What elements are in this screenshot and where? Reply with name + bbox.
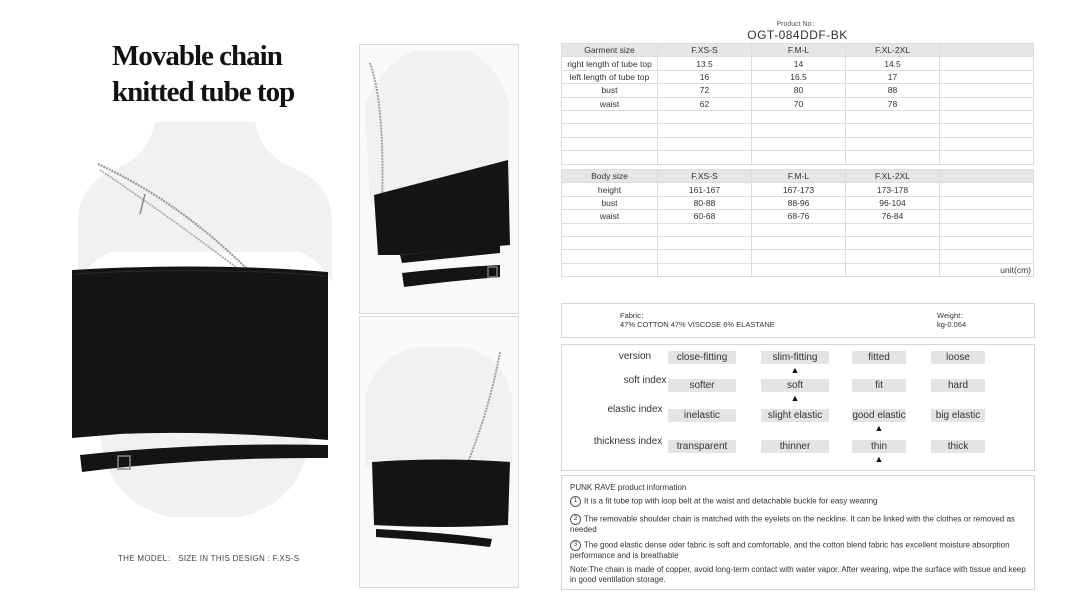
body-size-header-row <box>562 170 1034 183</box>
info-text: It is a fit tube top with loop belt at the waist and detachable buckle for easy wearing <box>584 496 878 506</box>
table-cell <box>940 183 1034 196</box>
table-cell: 78 <box>846 97 940 110</box>
table-cell: 88 <box>846 84 940 97</box>
row-label: waist <box>562 97 658 110</box>
product-number-label: Product No： <box>776 21 819 28</box>
care-note: Note:The chain is made of copper, avoid long-term contact with water vapor. After wearing, wipe the surface with tissue and keep in good ventilation storage. <box>570 565 1026 584</box>
thickness-index-label: thickness index <box>593 436 663 447</box>
elastic-index-label: elastic index <box>607 404 663 415</box>
table-cell: 13.5 <box>658 57 752 70</box>
empty-row <box>562 250 1034 263</box>
fabric-info <box>620 311 775 329</box>
version-option: close-fitting <box>668 351 736 364</box>
table-cell: 68-76 <box>752 210 846 223</box>
table-cell <box>940 84 1034 97</box>
product-title <box>112 38 332 110</box>
table-header-cell: F.XS-S <box>658 170 752 183</box>
info-number-icon: 2 <box>570 514 581 525</box>
empty-row <box>562 137 1034 150</box>
garment-size-header-row <box>562 44 1034 57</box>
back-view-photo-frame <box>359 316 519 588</box>
weight-info <box>937 311 968 329</box>
table-header-cell: F.M-L <box>752 170 846 183</box>
elastic-index-option: good elastic <box>852 410 906 421</box>
product-number: OGT-084DDF-BK <box>747 28 848 42</box>
table-header-cell: F.M-L <box>752 44 846 57</box>
table-row <box>562 84 1034 97</box>
info-text: The removable shoulder chain is matched with the eyelets on the neckline. It can be linked with the clothes or removed as needed <box>570 514 1015 534</box>
table-cell: 173-178 <box>846 183 940 196</box>
table-cell <box>940 210 1034 223</box>
weight-label: Weight： <box>937 311 968 320</box>
table-cell: 80 <box>752 84 846 97</box>
product-title-line1: Movable chain <box>112 40 282 72</box>
empty-row <box>562 151 1034 164</box>
table-header-cell <box>940 44 1034 57</box>
table-row <box>562 210 1034 223</box>
table-cell: 161-167 <box>658 183 752 196</box>
empty-row <box>562 124 1034 137</box>
info-item <box>570 514 1025 535</box>
table-cell: 96-104 <box>846 196 940 209</box>
row-label: right length of tube top <box>562 57 658 70</box>
row-label: height <box>562 183 658 196</box>
table-cell: 70 <box>752 97 846 110</box>
elastic-index-option: big elastic <box>931 409 985 422</box>
unit-label: unit(cm) <box>940 263 1034 276</box>
elastic-index-option: inelastic <box>668 409 736 422</box>
elastic-index-option: slight elastic <box>761 409 829 422</box>
row-label: left length of tube top <box>562 70 658 83</box>
table-cell <box>940 196 1034 209</box>
soft-index-option: softer <box>668 379 736 392</box>
table-cell: 72 <box>658 84 752 97</box>
selected-marker-icon: ▲ <box>790 393 800 403</box>
soft-index-option: hard <box>931 379 985 392</box>
table-header-cell: Body size <box>562 170 658 183</box>
main-product-photo <box>60 122 350 517</box>
fabric-label: Fabric： <box>620 311 649 320</box>
unit-row <box>562 263 1034 276</box>
soft-index-option: soft <box>761 379 829 392</box>
info-number-icon: 1 <box>570 496 581 507</box>
back-view-photo <box>360 317 518 587</box>
table-cell: 60-68 <box>658 210 752 223</box>
table-cell: 167-173 <box>752 183 846 196</box>
table-cell: 17 <box>846 70 940 83</box>
product-title-line2: knitted tube top <box>112 76 295 108</box>
version-option: slim-fitting <box>761 351 829 364</box>
soft-index-label: soft index <box>623 375 667 386</box>
empty-row <box>562 110 1034 123</box>
row-label: bust <box>562 196 658 209</box>
model-size-note: THE MODEL： SIZE IN THIS DESIGN : F.XS-S <box>118 554 300 563</box>
table-cell: 16.5 <box>752 70 846 83</box>
table-cell: 14.5 <box>846 57 940 70</box>
info-number-icon: 3 <box>570 540 581 551</box>
info-item <box>570 496 1025 507</box>
thickness-index-option: thick <box>931 440 985 453</box>
table-cell: 88-96 <box>752 196 846 209</box>
table-row <box>562 183 1034 196</box>
version-option: loose <box>931 351 985 364</box>
garment-size-table <box>561 43 1034 165</box>
version-label: version <box>618 351 652 362</box>
selected-marker-icon: ▲ <box>874 454 884 464</box>
table-cell <box>940 97 1034 110</box>
info-text: The good elastic dense oder fabric is soft and comfortable, and the cotton blend fabric has excellent moisture absorption performance and is breathable <box>570 540 1010 560</box>
weight-value: kg-0.064 <box>937 320 967 329</box>
thickness-index-option: transparent <box>668 440 736 453</box>
table-cell: 62 <box>658 97 752 110</box>
table-row <box>562 70 1034 83</box>
table-cell <box>940 57 1034 70</box>
table-cell: 16 <box>658 70 752 83</box>
soft-index-option: fit <box>852 379 906 392</box>
table-cell: 80-88 <box>658 196 752 209</box>
table-header-cell: F.XL-2XL <box>846 44 940 57</box>
table-row <box>562 196 1034 209</box>
table-header-cell: F.XS-S <box>658 44 752 57</box>
selected-marker-icon: ▲ <box>874 423 884 433</box>
version-option: fitted <box>852 351 906 364</box>
selected-marker-icon: ▲ <box>790 365 800 375</box>
thickness-index-option: thin <box>852 440 906 453</box>
body-size-table <box>561 169 1034 277</box>
info-item <box>570 540 1025 561</box>
table-cell: 14 <box>752 57 846 70</box>
table-cell <box>940 70 1034 83</box>
row-label: waist <box>562 210 658 223</box>
table-header-cell: F.XL-2XL <box>846 170 940 183</box>
empty-row <box>562 236 1034 249</box>
table-cell: 76-84 <box>846 210 940 223</box>
table-row <box>562 57 1034 70</box>
fabric-value: 47% COTTON 47% VISCOSE 6% ELASTANE <box>620 320 775 329</box>
empty-row <box>562 223 1034 236</box>
product-info-heading: PUNK RAVE product information <box>570 483 687 492</box>
table-row <box>562 97 1034 110</box>
table-header-cell <box>940 170 1034 183</box>
table-header-cell: Garment size <box>562 44 658 57</box>
thickness-index-option: thinner <box>761 440 829 453</box>
row-label: bust <box>562 84 658 97</box>
side-view-photo <box>360 45 518 313</box>
side-view-photo-frame <box>359 44 519 314</box>
